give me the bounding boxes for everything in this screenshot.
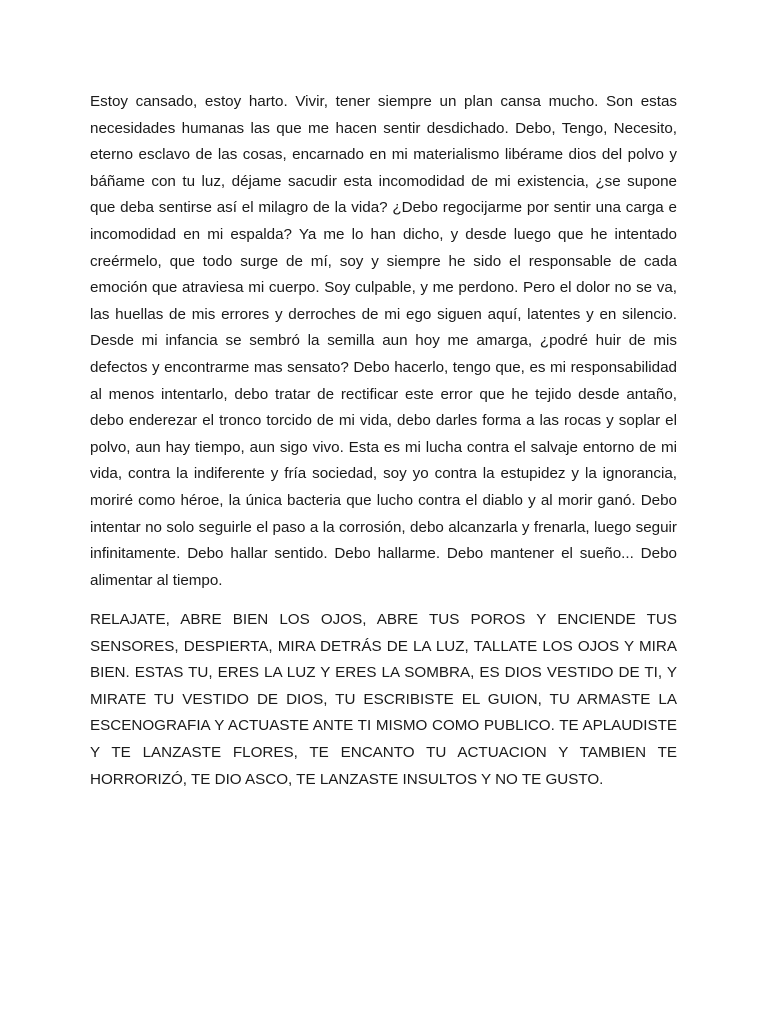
body-paragraph-1: Estoy cansado, estoy harto. Vivir, tener siempre un plan cansa mucho. Son estas necesidades humanas las que me hacen sentir desdichado. Debo, Tengo, Necesito, eterno esclavo de las cosas, encarnado en mi materialismo libérame dios del polvo y báñame con tu luz, déjame sacudir esta incomodidad de mi existencia, ¿se supone que deba sentirse así el milagro de la vida? ¿Debo regocijarme por sentir una carga e incomodidad en mi espalda? Ya me lo han dicho, y desde luego que he intentado creérmelo, que todo surge de mí, soy y siempre he sido el responsable de cada emoción que atraviesa mi cuerpo. Soy culpable, y me perdono. Pero el dolor no se va, las huellas de mis errores y derroches de mi ego siguen aquí, latentes y en silencio. Desde mi infancia se sembró la semilla aun hoy me amarga, ¿podré huir de mis defectos y encontrarme mas sensato? Debo hacerlo, tengo que, es mi responsabilidad al menos intentarlo, debo tratar de rectificar este error que he tejido desde antaño, debo enderezar el tronco torcido de mi vida, debo darles forma a las rocas y soplar el polvo, aun hay tiempo, aun sigo vivo. Esta es mi lucha contra el salvaje entorno de mi vida, contra la indiferente y fría sociedad, soy yo contra la estupidez y la ignorancia, moriré como héroe, la única bacteria que lucho contra el diablo y al morir ganó. Debo intentar no solo seguirle el paso a la corrosión, debo alcanzarla y frenarla, luego seguir infinitamente. Debo hallar sentido. Debo hallarme. Debo mantener el sueño... Debo alimentar al tiempo. xyxy=(90,93,677,589)
body-paragraph-2: RELAJATE, ABRE BIEN LOS OJOS, ABRE TUS POROS Y ENCIENDE TUS SENSORES, DESPIERTA, MIRA DETRÁS DE LA LUZ, TALLATE LOS OJOS Y MIRA BIEN. ESTAS TU, ERES LA LUZ Y ERES LA SOMBRA, ES DIOS VESTIDO DE TI, Y MIRATE TU VESTIDO DE DIOS, TU ESCRIBISTE EL GUION, TU ARMASTE LA ESCENOGRAFIA Y ACTUASTE ANTE TI MISMO COMO PUBLICO. TE APLAUDISTE Y TE LANZASTE FLORES, TE ENCANTO TU ACTUACION Y TAMBIEN TE HORRORIZÓ, TE DIO ASCO, TE LANZASTE INSULTOS Y NO TE GUSTO. xyxy=(90,611,677,788)
